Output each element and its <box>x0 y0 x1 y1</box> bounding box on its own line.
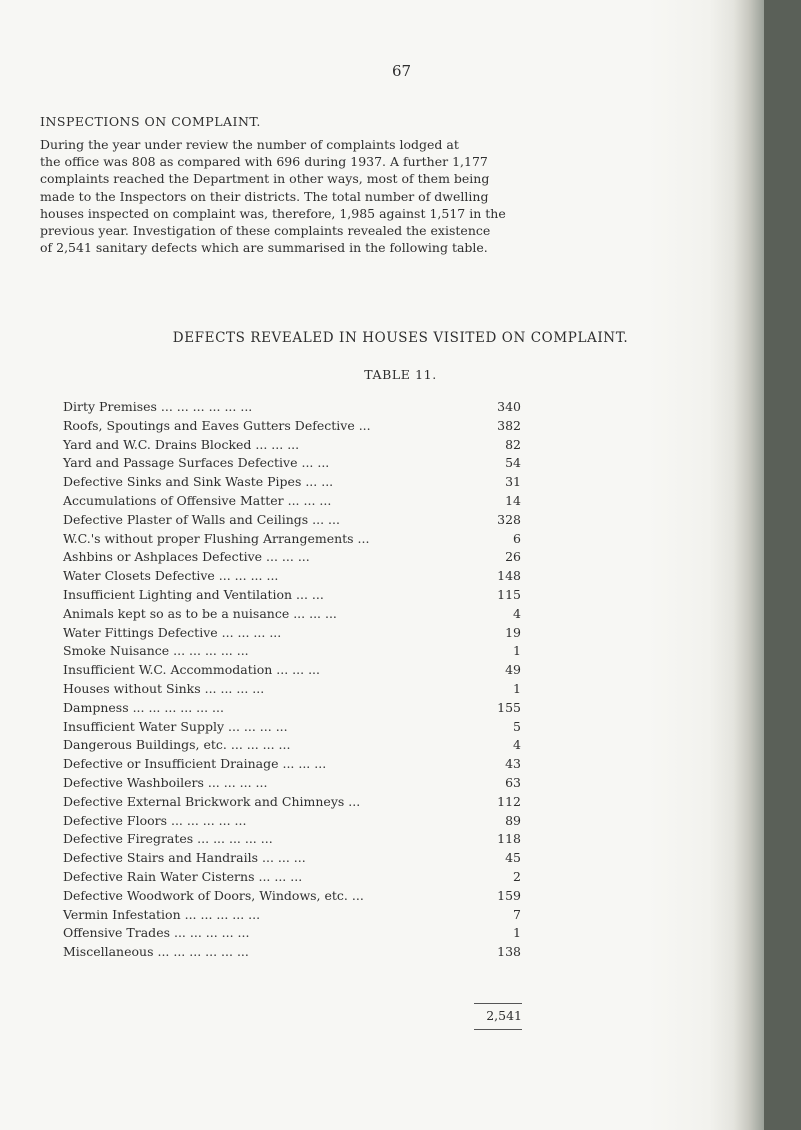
defect-count: 63 <box>505 774 521 790</box>
table-row <box>63 586 521 605</box>
paragraph-line: of 2,541 sanitary defects which are summarised in the following table. <box>40 240 488 256</box>
table-row <box>63 398 521 417</box>
defect-count: 115 <box>497 586 521 602</box>
table-row <box>63 718 521 737</box>
defect-label: Miscellaneous ... ... ... ... ... ... <box>63 944 249 960</box>
defect-label: Offensive Trades ... ... ... ... ... <box>63 925 250 941</box>
defect-count: 155 <box>497 699 521 715</box>
table-row <box>63 868 521 887</box>
table-row <box>63 530 521 549</box>
table-row <box>63 924 521 943</box>
paragraph-line: During the year under review the number of complaints lodged at <box>40 137 459 152</box>
defect-label: Defective External Brickwork and Chimneys ... <box>63 793 361 809</box>
defect-label: Houses without Sinks ... ... ... ... <box>63 680 265 696</box>
defect-count: 45 <box>505 850 521 866</box>
defect-label: Yard and W.C. Drains Blocked ... ... ... <box>63 436 300 452</box>
defect-count: 6 <box>513 530 521 546</box>
table-row <box>63 736 521 755</box>
table-row <box>63 454 521 473</box>
paragraph-line: previous year. Investigation of these complaints revealed the existence <box>40 223 491 239</box>
defect-count: 159 <box>497 887 521 903</box>
intro-paragraph <box>40 136 772 256</box>
defect-label: Defective Sinks and Sink Waste Pipes ... ... <box>63 474 334 490</box>
paragraph-line: made to the Inspectors on their districts. The total number of dwelling <box>40 188 489 204</box>
table-row <box>63 473 521 492</box>
table-row <box>63 849 521 868</box>
total-rule-top <box>474 1003 522 1004</box>
defect-label: Animals kept so as to be a nuisance ... ... ... <box>63 605 337 621</box>
defect-count: 2 <box>513 868 521 884</box>
total-rule-bottom <box>474 1029 522 1030</box>
defect-count: 1 <box>513 643 521 659</box>
defects-table <box>63 398 521 962</box>
table-row <box>63 887 521 906</box>
defect-label: Insufficient Water Supply ... ... ... ... <box>63 718 288 734</box>
section-heading: INSPECTIONS ON COMPLAINT. <box>40 114 261 129</box>
defect-label: Insufficient W.C. Accommodation ... ... ... <box>63 662 320 678</box>
defect-label: Defective Woodwork of Doors, Windows, etc. ... <box>63 887 364 903</box>
defect-label: Insufficient Lighting and Ventilation ... ... <box>63 586 324 602</box>
defect-label: Defective Rain Water Cisterns ... ... ... <box>63 868 303 884</box>
defect-count: 1 <box>513 925 521 941</box>
table-row <box>63 680 521 699</box>
defects-table-body <box>63 398 521 962</box>
defect-label: Defective or Insufficient Drainage ... ... ... <box>63 756 327 772</box>
page-number: 67 <box>392 62 412 80</box>
table-row <box>63 417 521 436</box>
table-row <box>63 661 521 680</box>
defect-label: Defective Plaster of Walls and Ceilings ... ... <box>63 511 340 527</box>
defect-label: Water Closets Defective ... ... ... ... <box>63 568 279 584</box>
paragraph-line: complaints reached the Department in other ways, most of them being <box>40 171 490 187</box>
table-title: DEFECTS REVEALED IN HOUSES VISITED ON COMPLAINT. <box>172 330 629 346</box>
defect-count: 138 <box>497 944 521 960</box>
defect-count: 7 <box>513 906 521 922</box>
defect-count: 26 <box>505 549 521 565</box>
table-row <box>63 755 521 774</box>
table-row <box>63 906 521 925</box>
defect-label: Defective Stairs and Handrails ... ... ... <box>63 850 306 866</box>
defect-count: 49 <box>505 662 521 678</box>
defect-count: 14 <box>505 492 521 508</box>
table-row <box>63 812 521 831</box>
defect-label: Defective Floors ... ... ... ... ... <box>63 812 247 828</box>
table-row <box>63 642 521 661</box>
table-total: 2,541 <box>486 1008 522 1023</box>
table-number: TABLE 11. <box>364 367 437 382</box>
defect-label: Dirty Premises ... ... ... ... ... ... <box>63 399 253 414</box>
defect-label: Roofs, Spoutings and Eaves Gutters Defective ... <box>63 417 371 433</box>
defect-count: 118 <box>497 831 521 847</box>
defect-count: 43 <box>505 756 521 772</box>
defect-count: 112 <box>497 793 521 809</box>
defect-count: 82 <box>505 436 521 452</box>
defect-count: 4 <box>513 605 521 621</box>
defect-label: Defective Firegrates ... ... ... ... ... <box>63 831 273 847</box>
defect-count: 5 <box>513 718 521 734</box>
defect-count: 382 <box>497 417 521 433</box>
defect-label: Dangerous Buildings, etc. ... ... ... ... <box>63 737 291 753</box>
table-row <box>63 436 521 455</box>
table-row <box>63 511 521 530</box>
defect-count: 328 <box>497 511 521 527</box>
defect-label: Accumulations of Offensive Matter ... ... ... <box>63 492 332 508</box>
defect-count: 4 <box>513 737 521 753</box>
table-row <box>63 793 521 812</box>
table-row <box>63 774 521 793</box>
defect-count: 19 <box>505 624 521 640</box>
defect-label: Smoke Nuisance ... ... ... ... ... <box>63 643 249 659</box>
defect-label: Water Fittings Defective ... ... ... ... <box>63 624 282 640</box>
defect-label: W.C.'s without proper Flushing Arrangements ... <box>63 530 370 546</box>
table-row <box>63 699 521 718</box>
table-row <box>63 943 521 962</box>
defect-label: Dampness ... ... ... ... ... ... <box>63 699 224 715</box>
defect-label: Defective Washboilers ... ... ... ... <box>63 774 268 790</box>
defect-label: Vermin Infestation ... ... ... ... ... <box>63 906 261 922</box>
paragraph-line: the office was 808 as compared with 696 during 1937. A further 1,177 <box>40 154 488 170</box>
table-row <box>63 492 521 511</box>
defect-label: Ashbins or Ashplaces Defective ... ... ... <box>63 549 310 565</box>
table-row <box>63 605 521 624</box>
defect-count: 31 <box>505 474 521 490</box>
defect-count: 340 <box>497 399 521 414</box>
paragraph-line: houses inspected on complaint was, therefore, 1,985 against 1,517 in the <box>40 205 506 221</box>
defect-count: 89 <box>505 812 521 828</box>
table-row <box>63 567 521 586</box>
defect-count: 148 <box>497 568 521 584</box>
table-row <box>63 548 521 567</box>
defect-label: Yard and Passage Surfaces Defective ... ... <box>63 455 330 471</box>
defect-count: 54 <box>505 455 521 471</box>
defect-count: 1 <box>513 680 521 696</box>
table-row <box>63 624 521 643</box>
table-row <box>63 830 521 849</box>
